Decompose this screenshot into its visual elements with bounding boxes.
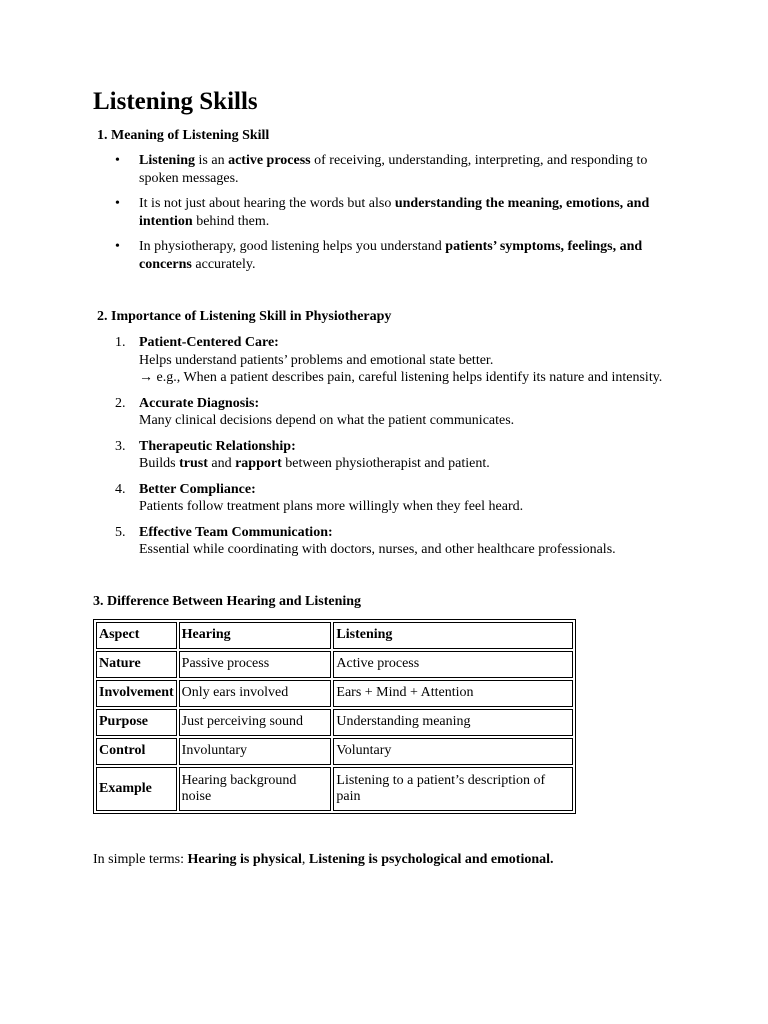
table-row: [96, 680, 573, 707]
numbered-item: [93, 334, 693, 387]
item-description: [139, 369, 693, 387]
item-title: Better Compliance:: [139, 481, 256, 497]
summary-text: [93, 851, 554, 868]
item-description: [139, 352, 693, 370]
table-cell: Purpose: [96, 709, 177, 736]
section-1-heading: 1. Meaning of Listening Skill: [97, 128, 270, 143]
text: Essential while coordinating with doctors, nurses, and other healthcare professionals.: [139, 542, 616, 557]
bullet-item: [93, 195, 683, 230]
item-title: Effective Team Communication:: [139, 524, 333, 540]
numbered-item: [93, 438, 693, 473]
bold-text: trust: [179, 456, 208, 471]
text: ,: [301, 852, 309, 867]
text: In simple terms:: [93, 852, 188, 867]
table-row: [96, 651, 573, 678]
item-number: 1.: [115, 335, 126, 350]
text: Patients follow treatment plans more willingly when they feel heard.: [139, 499, 524, 514]
section-2-heading: 2. Importance of Listening Skill in Physiotherapy: [97, 309, 392, 324]
table-cell: Hearing background noise: [179, 767, 332, 811]
table-header-cell: Aspect: [96, 622, 177, 649]
bullet-dot-icon: •: [115, 239, 120, 254]
table-cell: Only ears involved: [179, 680, 332, 707]
table-cell: Understanding meaning: [333, 709, 573, 736]
table-cell: Involuntary: [179, 738, 332, 765]
item-description: [139, 412, 693, 430]
bold-text: rapport: [235, 456, 282, 471]
text: is an: [195, 153, 229, 168]
page-title: Listening Skills: [93, 88, 258, 115]
item-number: 5.: [115, 524, 126, 540]
table-cell: Listening to a patient’s description of pain: [333, 767, 573, 811]
table-cell: Passive process: [179, 651, 332, 678]
table-cell: Involvement: [96, 680, 177, 707]
bold-text: Hearing is physical: [187, 852, 302, 867]
item-number: 2.: [115, 395, 126, 411]
text: between physiotherapist and patient.: [281, 456, 490, 471]
item-number: 3.: [115, 438, 126, 454]
bold-text: Listening: [139, 153, 196, 168]
table-header-cell: Hearing: [179, 622, 332, 649]
item-description: [139, 455, 693, 473]
table-cell: Ears + Mind + Attention: [333, 680, 573, 707]
numbered-item: [93, 395, 693, 430]
text: In physiotherapy, good listening helps you understand: [139, 239, 446, 254]
bold-text: patients’ symptoms, feelings, and concerns: [139, 239, 643, 272]
text: behind them.: [192, 213, 270, 229]
text: It is not just about hearing the words but also: [139, 196, 395, 211]
item-description: [139, 541, 693, 559]
table-row: [96, 738, 573, 765]
table-row: [96, 767, 573, 811]
table-cell: Just perceiving sound: [179, 709, 332, 736]
numbered-item: [93, 524, 693, 559]
table-cell: Voluntary: [333, 738, 573, 765]
table-cell: Control: [96, 738, 177, 765]
text: → e.g., When a patient describes pain, careful listening helps identify its nature and intensity.: [139, 370, 663, 385]
text: Many clinical decisions depend on what the patient communicates.: [139, 413, 515, 428]
table-cell: Nature: [96, 651, 177, 678]
importance-numbered-list: [93, 334, 693, 567]
table-cell: Active process: [333, 651, 573, 678]
bullet-dot-icon: •: [115, 196, 120, 211]
text: of receiving, understanding, interpreting, and responding to spoken messages.: [139, 153, 648, 186]
meaning-bullet-list: [93, 152, 683, 281]
item-title: Accurate Diagnosis:: [139, 395, 260, 411]
text: accurately.: [191, 256, 256, 272]
hearing-vs-listening-table: [93, 619, 576, 814]
item-description: [139, 498, 693, 516]
text: Builds: [139, 456, 180, 471]
table-header-cell: Listening: [333, 622, 573, 649]
numbered-item: [93, 481, 693, 516]
bullet-dot-icon: •: [115, 153, 120, 168]
table-header-row: [96, 622, 573, 649]
bold-text: understanding the meaning, emotions, and intention: [139, 196, 650, 229]
text: Helps understand patients’ problems and emotional state better.: [139, 352, 494, 368]
bullet-item: [93, 152, 683, 187]
item-title: Therapeutic Relationship:: [139, 438, 296, 454]
bold-text: active process: [228, 153, 311, 168]
table-row: [96, 709, 573, 736]
bold-text: Listening is psychological and emotional.: [308, 852, 554, 867]
text: and: [207, 456, 236, 471]
item-number: 4.: [115, 481, 126, 497]
table-cell: Example: [96, 767, 177, 811]
item-title: Patient-Centered Care:: [139, 335, 279, 350]
bullet-item: [93, 238, 683, 273]
section-3-heading: 3. Difference Between Hearing and Listening: [93, 594, 362, 609]
